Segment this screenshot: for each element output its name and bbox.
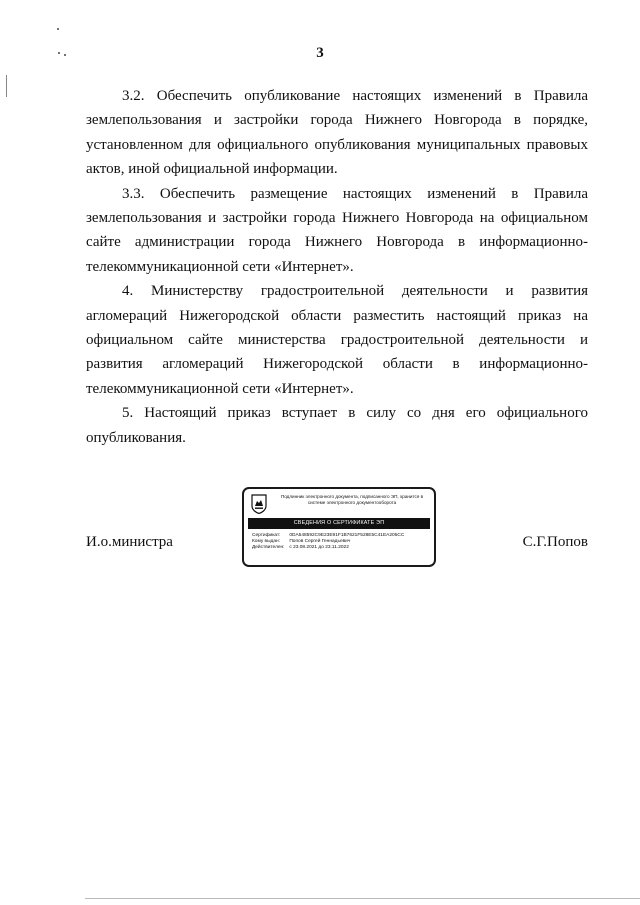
issued-to-value: Попов Сергей Геннадьевич (289, 539, 351, 545)
signatory-name: С.Г.Попов (522, 534, 588, 550)
certificate-value: 0DA548592C9E23E91F1B7621F528E5C41EA205CC (289, 533, 405, 538)
paragraph-3-3: 3.3. Обеспечить размещение настоящих изменений в Правила землепользования и застройки города Нижнего Новгорода на официальном сайте администрации города Нижнего Новгорода в информационно-телекоммуникационной сети «Интернет». (86, 185, 588, 275)
scan-margin-mark (6, 75, 7, 97)
issued-to-label: Кому выдан: (252, 539, 280, 545)
paragraph-5: 5. Настоящий приказ вступает в силу со дня его официального опубликования. (86, 405, 588, 446)
valid-value: с 23.08.2021 до 23.11.2022 (289, 545, 349, 551)
scan-speck (57, 28, 59, 30)
page-number: 3 (316, 45, 324, 61)
coat-of-arms-icon (251, 494, 267, 514)
paragraph-3-2: 3.2. Обеспечить опубликование настоящих изменений в Правила землепользования и застройки города Нижнего Новгорода в порядке, установленном для официального опубликования муниципальных правовых актов, иной официальной информации. (86, 88, 588, 178)
paragraph-4: 4. Министерству градостроительной деятельности и развития агломераций Нижегородской области разместить настоящий приказ на официальном сайте министерства градостроительной деятельности и развития агломераций Нижегородской области в информационно-телекоммуникационной сети «Интернет». (86, 283, 588, 397)
stamp-note: Подлинник электронного документа, подписанного ЭП, хранится в системе электронного документооборота (280, 494, 424, 505)
document-body (86, 84, 588, 450)
certificate-label: Сертификат: (252, 533, 281, 538)
valid-label: Действителен: (252, 545, 285, 551)
signature-block (86, 530, 588, 560)
stamp-header: СВЕДЕНИЯ О СЕРТИФИКАТЕ ЭП (248, 518, 430, 529)
signatory-title: И.о.министра (86, 534, 173, 550)
scan-bottom-edge (85, 898, 640, 899)
